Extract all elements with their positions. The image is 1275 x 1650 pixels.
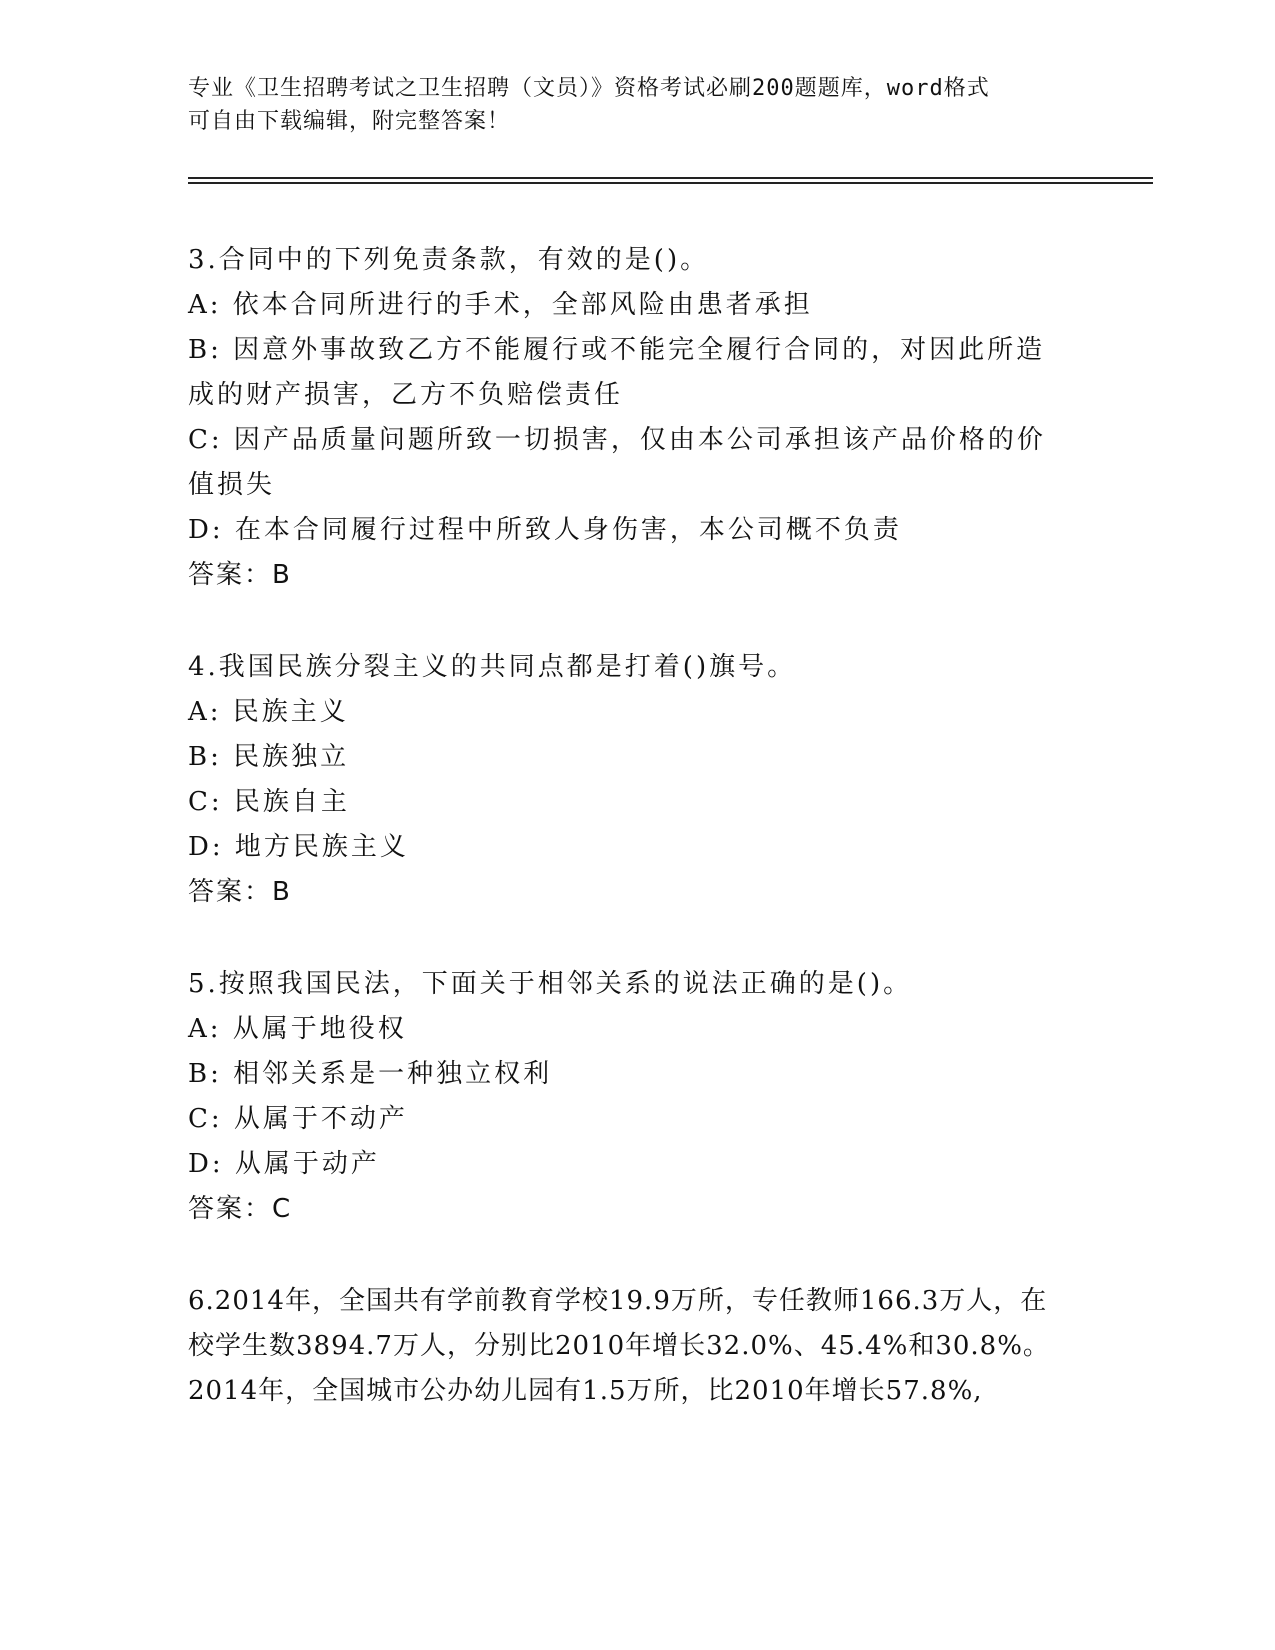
- option-a: A: 从属于地役权: [188, 1014, 407, 1044]
- option-c: C: 从属于不动产: [188, 1104, 408, 1134]
- option-d: D: 在本合同履行过程中所致人身伤害，本公司概不负责: [188, 515, 902, 545]
- option-a: A: 依本合同所进行的手术，全部风险由患者承担: [188, 290, 813, 320]
- option-a: A: 民族主义: [188, 697, 349, 727]
- answer: 答案：C: [188, 1194, 293, 1224]
- question-stem: 6.2014年，全国共有学前教育学校19.9万所，专任教师166.3万人，在校学生数3894.7万人，分别比2010年增长32.0%、45.4%和30.8%。2014年，全国城市公办幼儿园有1.5万所，比2010年增长57.8%,: [188, 1286, 1050, 1406]
- document-header: [188, 72, 1088, 138]
- option-c: C: 因产品质量问题所致一切损害，仅由本公司承担该产品价格的价值损失: [188, 425, 1046, 500]
- question-list: [188, 238, 1068, 1461]
- option-b: B: 因意外事故致乙方不能履行或不能完全履行合同的，对因此所造成的财产损害，乙方不负赔偿责任: [188, 335, 1046, 410]
- option-b: B: 相邻关系是一种独立权利: [188, 1059, 553, 1089]
- question-stem: 5.按照我国民法，下面关于相邻关系的说法正确的是()。: [188, 969, 913, 999]
- header-line-1: 专业《卫生招聘考试之卫生招聘（文员）》资格考试必刷200题题库，word格式: [188, 76, 990, 101]
- option-d: D: 从属于动产: [188, 1149, 380, 1179]
- question-6: [188, 1279, 1068, 1414]
- option-c: C: 民族自主: [188, 787, 350, 817]
- header-divider-top: [188, 177, 1153, 179]
- question-stem: 3.合同中的下列免责条款，有效的是()。: [188, 245, 710, 275]
- answer: 答案：B: [188, 877, 292, 907]
- answer: 答案：B: [188, 560, 292, 590]
- option-b: B: 民族独立: [188, 742, 350, 772]
- header-divider-bottom: [188, 182, 1153, 184]
- question-stem: 4.我国民族分裂主义的共同点都是打着()旗号。: [188, 652, 797, 682]
- question-4: [188, 645, 1068, 915]
- question-3: [188, 238, 1068, 598]
- header-line-2: 可自由下载编辑，附完整答案！: [188, 109, 511, 134]
- question-5: [188, 962, 1068, 1232]
- option-d: D: 地方民族主义: [188, 832, 409, 862]
